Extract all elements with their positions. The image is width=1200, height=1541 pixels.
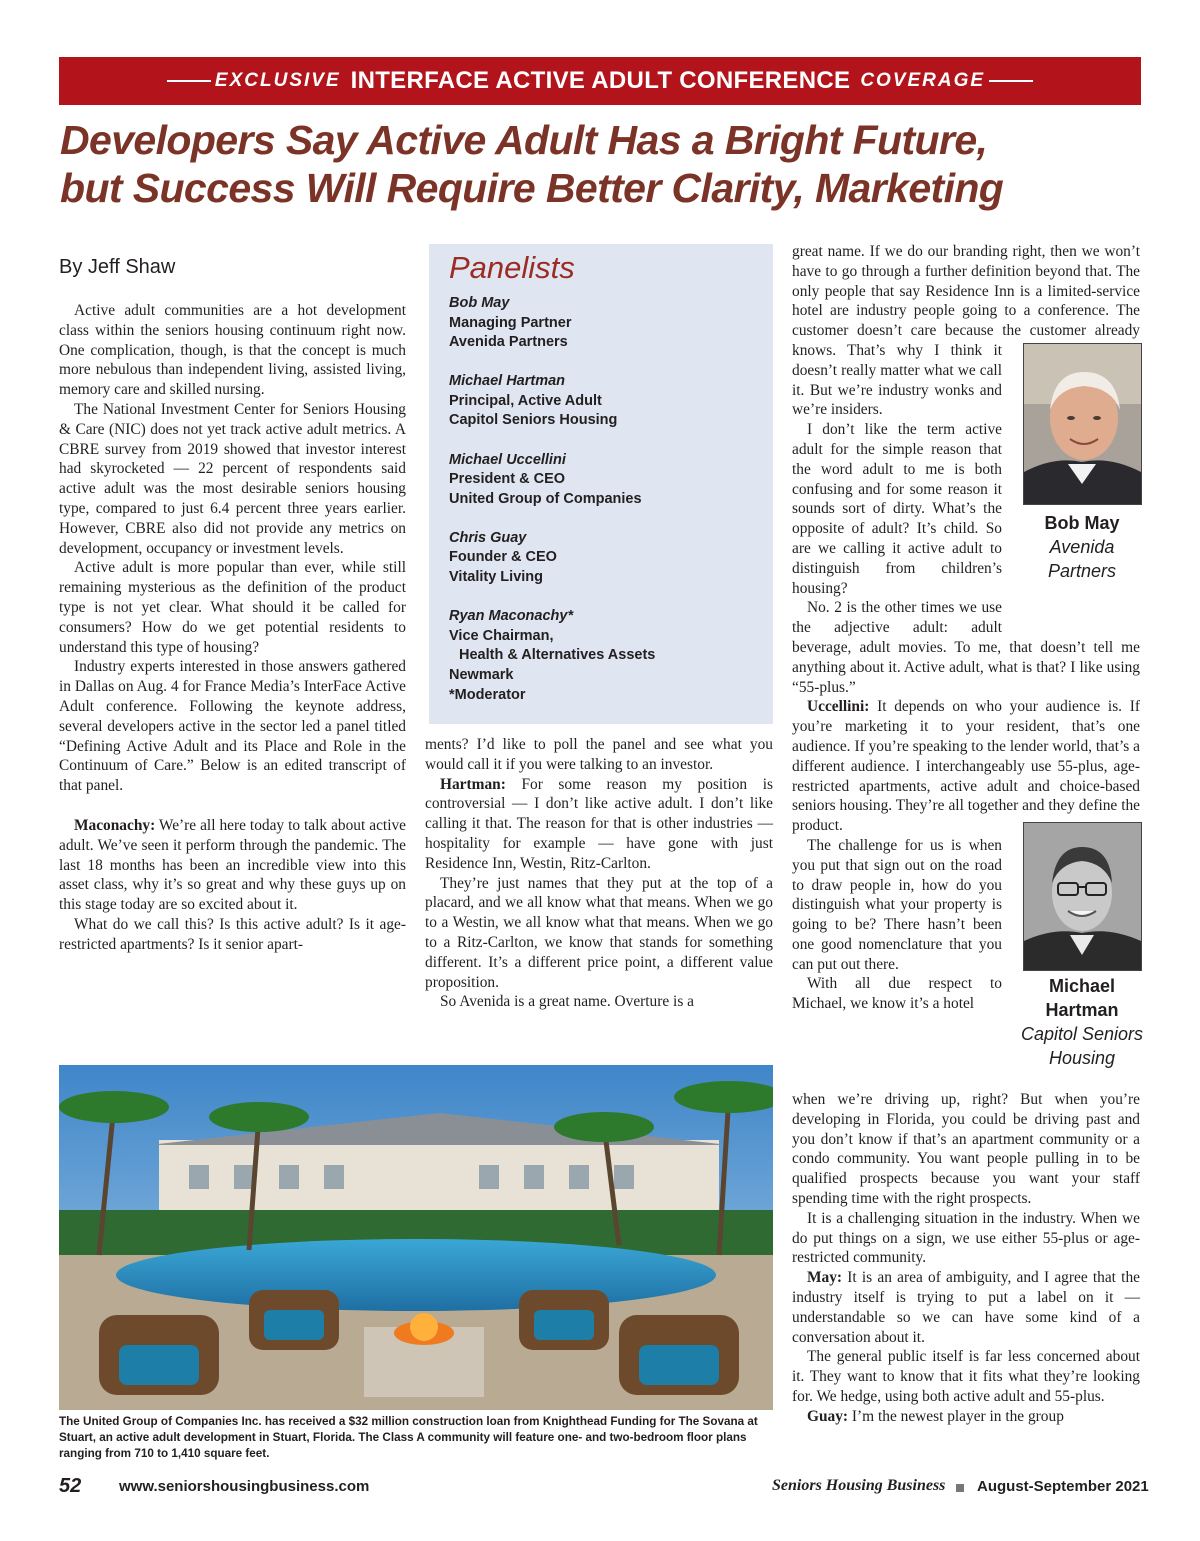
paragraph-text: It depends on who your audience is. If you’re marketing it to your resident, that’s one audience. If you’re speaking to the lender world, that’s a different audience. I interchangeably use 55-plus, age-restricted apartments, active adult and choice-based seniors housing. They’re all together and they define the product. [792,698,1140,835]
michael-hartman-headshot [1023,822,1142,971]
paragraph: The challenge for us is when you put that sign out on the road to draw people in, how do you distinguish what your property is going to be? There hasn’t been one good nomenclature that you can put out there. [792,836,1002,973]
panelist-company: Capitol Seniors Housing [449,412,618,429]
panelist-title: Founder & CEO [449,549,557,566]
community-rendering-photo [59,1065,773,1410]
headline-line-1: Developers Say Active Adult Has a Bright Future, [60,117,988,163]
banner-title: INTERFACE ACTIVE ADULT CONFERENCE [350,67,851,94]
paragraph: Active adult communities are a hot development class within the seniors housing continuum right now. One complication, though, is that the concept is much more nebulous than independent living, assisted living, memory care and skilled nursing. [59,302,406,399]
speaker-label: Uccellini: [807,698,870,716]
paragraph: With all due respect to Michael, we know it’s a hotel [792,975,1002,1013]
page-number: 52 [59,1475,82,1497]
bob-may-headshot [1023,343,1142,505]
speaker-label: Maconachy: [74,816,156,834]
panelist-company: United Group of Companies [449,490,642,507]
paragraph [59,816,406,915]
pool-courtyard-image [59,1065,773,1410]
byline: By Jeff Shaw [59,256,176,278]
bob-may-photo [1024,344,1141,504]
paragraph: I don’t like the term active adult for the simple reason that the word adult to me is both confusing and for some reason it sounds sort of dirty. What’s the opposite of adult? It’s child. So are we calling it active adult to distinguish from children’s housing? [792,421,1002,597]
paragraph-text: I’m the newest player in the group [851,1407,1064,1425]
footer-issue-date: August-September 2021 [977,1478,1149,1495]
panelist-name: Ryan Maconachy* [449,608,574,625]
paragraph: It is a challenging situation in the industry. When we do put things on a sign, we use either 55-plus or age-restricted community. [792,1209,1140,1267]
panelist-company: Vitality Living [449,569,544,586]
footer-website: www.seniorshousingbusiness.com [119,1478,370,1495]
headshot-company: Capitol Seniors [1020,1024,1144,1044]
paragraph: Industry experts interested in those answers gathered in Dallas on Aug. 4 for France Media’s InterFace Active Adult conference. Following the keynote address, several developers active in the sector led a panel titled “Defining Active Adult and its Place and Role in the Continuum of Care.” Below is an edited transcript of that panel. [59,658,406,795]
panelist-company: Avenida Partners [449,334,568,351]
panelist-name: Michael Uccellini [449,451,566,468]
banner-rule-right [989,80,1033,82]
panelist-title: Vice Chairman, [449,627,554,644]
panelist-entry [449,294,773,353]
section-banner [59,57,1141,105]
paragraph-text: For some reason my position is controversial — I don’t like active adult. I don’t like calling it that. The reason for that is other industries — hospitality for example — have gone with just Residence Inn, Westin, Ritz-Carlton. [425,775,773,872]
speaker-label: Guay: [807,1407,849,1425]
banner-exclusive: EXCLUSIVE [214,70,341,91]
paragraph: ments? I’d like to poll the panel and see what you would call it if you were talking to an investor. [425,736,773,773]
speaker-label: May: [807,1269,843,1287]
article-column-1 [59,301,406,955]
panelist-name: Bob May [449,295,510,311]
paragraph-text: We’re all here today to talk about active adult. We’ve seen it perform through the pandemic. The last 18 months has been an incredible view into this asset class, why it’s so great and why these guys up on this stage today are so excited about it. [59,816,406,914]
article-column-2 [425,735,773,1012]
bob-may-caption [1018,511,1146,583]
headline-line-2: but Success Will Require Better Clarity, Marketing [60,165,1004,211]
paragraph [792,697,1140,836]
panelist-title: Principal, Active Adult [449,392,602,409]
panelist-note: *Moderator [449,686,526,703]
panelist-entry [449,372,773,431]
panelist-company: Newmark [449,666,514,683]
headshot-name: Bob May [1044,513,1120,533]
footer-separator-square [956,1484,964,1492]
panelist-name: Michael Hartman [449,373,566,390]
panelist-title-cont: Health & Alternatives Assets [459,647,656,664]
panelists-title: Panelists [449,250,575,285]
banner-coverage: COVERAGE [860,70,986,91]
paragraph: The National Investment Center for Seniors Housing & Care (NIC) does not yet track active adult metrics. A CBRE survey from 2019 showed that investor interest had skyrocketed — 22 percent of respondents said active adult was the most desirable seniors housing type, compared to just 6.4 percent three years earlier. However, CBRE also did not provide any metrics on development, occupancy or investment levels. [59,400,406,557]
panelists-list [449,294,773,705]
article-column-3-lower [792,1090,1140,1427]
panelist-title: President & CEO [449,471,566,488]
paragraph: The general public itself is far less concerned about it. They want to know that it fits what they’re looking for. We hedge, using both active adult and 55-plus. [792,1348,1140,1405]
panelist-title: Managing Partner [449,314,572,331]
paragraph: What do we call this? Is this active adult? Is it age-restricted apartments? Is it senior apart- [59,915,406,953]
headshot-company: Avenida [1049,537,1115,557]
paragraph [792,1268,1140,1347]
panelist-entry [449,607,773,705]
michael-hartman-photo [1024,823,1141,970]
paragraph: So Avenida is a great name. Overture is a [440,993,695,1011]
headshot-company: Partners [1047,561,1117,581]
paragraph-text: It is an area of ambiguity, and I agree that the industry itself is trying to put a label on it — understandable so we can have some kind of a conversation about it. [792,1269,1140,1346]
panelists-sidebar [429,244,773,724]
michael-hartman-caption [1018,974,1146,1070]
headshot-name: Hartman [1045,1000,1119,1020]
photo-caption: The United Group of Companies Inc. has received a $32 million construction loan from Knighthead Funding for The Sovana at Stuart, an active adult development in Stuart, Florida. The Class A community will feature one- and two-bedroom floor plans ranging from 710 to 1,410 square feet. [59,1415,758,1460]
speaker-label: Hartman: [440,775,506,793]
article-headline [60,116,1150,212]
headshot-company: Housing [1048,1048,1116,1068]
paragraph: great name. If we do our branding right, then we won’t have to go through a further definition beyond that. The only people that say Residence Inn is a limited-service hotel are industry people going to a conference. The customer doesn’t care because the customer already knows. That’s why I think it doesn’t really matter what we call it. But we’re industry wonks and we’re insiders. [792,243,1140,419]
footer-magazine-title: Seniors Housing Business [772,1477,946,1494]
paragraph: They’re just names that they put at the top of a placard, and we all know what that means. When we go to a Westin, we all know what that means. When we go to a Ritz-Carlton, we know that stands for something different. It’s a different price point, a different value proposition. [425,874,773,991]
paragraph [425,775,773,874]
headshot-name: Michael [1048,976,1116,996]
paragraph: Active adult is more popular than ever, while still remaining mysterious as the definition of the product type is not yet clear. What should it be called for consumers? How do we get potential residents to understand this type of housing? [59,559,406,656]
paragraph [792,1407,1140,1427]
panelist-entry [449,529,773,588]
paragraph: No. 2 is the other times we use the adjective adult: adult beverage, adult movies. To me, that doesn’t tell me anything about it. Active adult, what is that? I like using “55-plus.” [792,599,1140,696]
panelist-entry [449,451,773,510]
banner-rule-left [167,80,211,82]
panelist-name: Chris Guay [449,529,527,546]
paragraph: when we’re driving up, right? But when you’re developing in Florida, you could be driving past and you don’t know if that’s an apartment community or a condo community. You want people pulling in to be qualified prospects because you want your staff spending time with the right prospects. [792,1091,1140,1207]
